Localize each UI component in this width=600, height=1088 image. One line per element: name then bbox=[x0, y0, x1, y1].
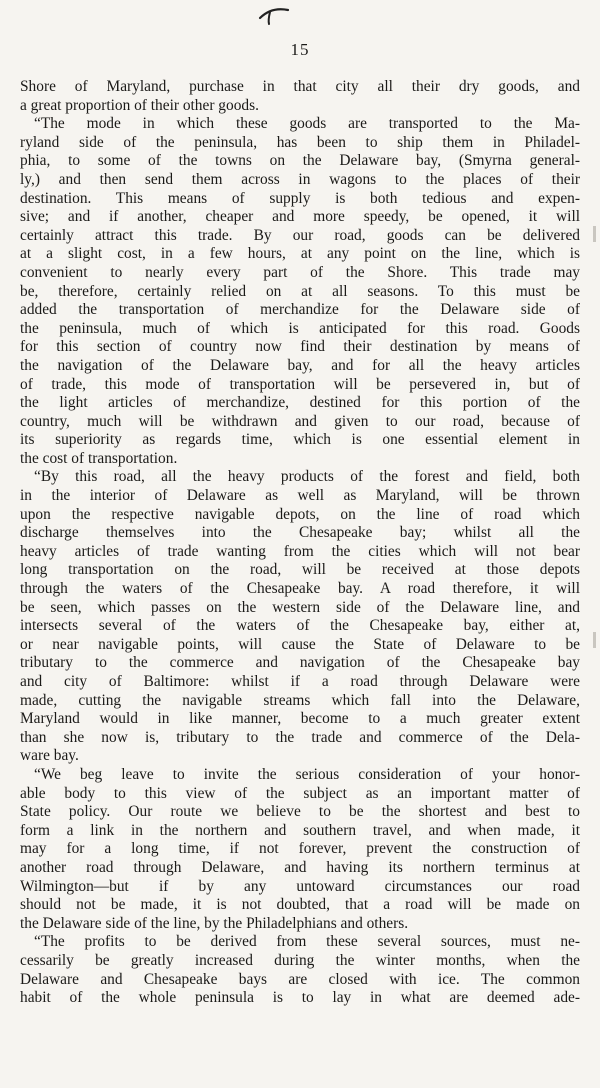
text-line: should not be made, it is not doubted, that a road will be made on bbox=[20, 896, 580, 914]
text-line: for this section of country now find their destination by means of bbox=[20, 338, 580, 356]
text-line: made, cutting the navigable streams which fall into the Delaware, bbox=[20, 691, 580, 709]
text-line: heavy articles of trade wanting from the cities which will not bear bbox=[20, 542, 580, 560]
text-line: the cost of transportation. bbox=[20, 449, 178, 467]
text-line: destination. This means of supply is both tedious and expen- bbox=[20, 189, 580, 207]
text-line: Wilmington—but if by any untoward circumstances our road bbox=[20, 877, 580, 895]
text-line: a great proportion of their other goods. bbox=[20, 96, 259, 114]
text-line: able body to this view of the subject as an important matter of bbox=[20, 784, 580, 802]
text-line: be, therefore, certainly relied on at all seasons. To this must be bbox=[20, 282, 580, 300]
text-line: discharge themselves into the Chesapeake bay; whilst all the bbox=[20, 524, 580, 542]
text-line: its superiority as regards time, which is one essential element in bbox=[20, 431, 580, 449]
page-number: 15 bbox=[290, 40, 310, 59]
text-line: another road through Delaware, and having its northern terminus at bbox=[20, 858, 580, 876]
margin-artifact bbox=[593, 226, 596, 242]
text-line: cessarily be greatly increased during the winter months, when the bbox=[20, 951, 580, 969]
text-line: the peninsula, much of which is anticipated for this road. Goods bbox=[20, 319, 580, 337]
text-line: intersects several of the waters of the Chesapeake bay, either at, bbox=[20, 617, 580, 635]
text-line: and city of Baltimore: whilst if a road through Delaware were bbox=[20, 673, 580, 690]
text-line: sive; and if another, cheaper and more speedy, be opened, it will bbox=[20, 208, 580, 226]
text-line: the navigation of the Delaware bay, and for all the heavy articles bbox=[20, 356, 580, 374]
text-line: be seen, which passes on the western side of the Delaware line, and bbox=[20, 598, 580, 616]
text-line: than she now is, tributary to the trade and commerce of the Dela- bbox=[20, 728, 580, 746]
text-line: “The profits to be derived from these several sources, must ne- bbox=[34, 933, 580, 951]
text-line: or near navigable points, will cause the State of Delaware to be bbox=[20, 635, 580, 653]
text-line: “The mode in which these goods are transported to the Ma- bbox=[34, 115, 580, 133]
text-line: “We beg leave to invite the serious consideration of your honor- bbox=[34, 765, 580, 783]
text-line: added the transportation of merchandize for the Delaware side of bbox=[20, 301, 580, 319]
text-line: habit of the whole peninsula is to lay in what are deemed ade- bbox=[20, 989, 580, 1007]
text-line: through the waters of the Chesapeake bay. A road therefore, it will bbox=[20, 580, 580, 598]
text-line: the light articles of merchandize, destined for this portion of the bbox=[20, 394, 580, 412]
text-line: may for a long time, if not forever, prevent the construction of bbox=[20, 840, 580, 858]
text-line: “By this road, all the heavy products of the forest and field, both bbox=[34, 468, 580, 486]
text-line: ryland side of the peninsula, has been to ship them in Philadel- bbox=[20, 133, 580, 151]
text-line: of trade, this mode of transportation will be persevered in, but of bbox=[20, 375, 580, 393]
text-line: convenient to nearly every part of the Shore. This trade may bbox=[20, 263, 580, 281]
text-line: form a link in the northern and southern travel, and when made, it bbox=[20, 821, 580, 839]
text-line: tributary to the commerce and navigation of the Chesapeake bay bbox=[20, 654, 580, 672]
text-line: the Delaware side of the line, by the Philadelphians and others. bbox=[20, 914, 409, 932]
text-line: certainly attract this trade. By our road, goods can be delivered bbox=[20, 226, 580, 244]
text-line: ly,) and then send them across in wagons to the places of their bbox=[20, 170, 580, 188]
text-line: country, much will be withdrawn and given to our road, because of bbox=[20, 412, 580, 430]
text-line: phia, to some of the towns on the Delaware bay, (Smyrna general- bbox=[20, 152, 580, 170]
text-line: in the interior of Delaware as well as Maryland, will be thrown bbox=[20, 487, 580, 505]
text-line: Shore of Maryland, purchase in that city all their dry goods, and bbox=[20, 78, 580, 95]
text-line: long transportation on the road, will be received at those depots bbox=[20, 561, 580, 579]
text-line: upon the respective navigable depots, on the line of road which bbox=[20, 505, 580, 523]
ink-mark-icon bbox=[254, 4, 294, 26]
text-line: ware bay. bbox=[20, 747, 79, 765]
text-line: Delaware and Chesapeake bays are closed with ice. The common bbox=[20, 970, 580, 988]
margin-artifact bbox=[593, 632, 596, 648]
body-text bbox=[20, 78, 580, 1008]
text-line: at a slight cost, in a few hours, at any point on the line, which is bbox=[20, 245, 580, 263]
text-line: Maryland would in like manner, become to a much greater extent bbox=[20, 710, 580, 728]
text-line: State policy. Our route we believe to be the shortest and best to bbox=[20, 803, 580, 821]
